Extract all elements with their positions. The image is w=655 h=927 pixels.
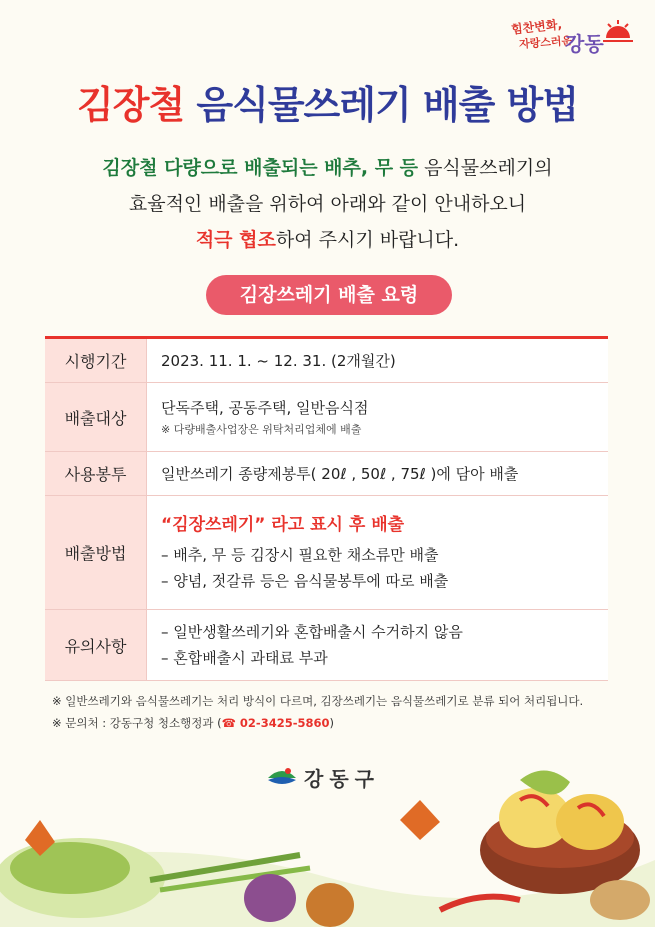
slogan-logo: [493, 14, 633, 54]
district-name: 강동구: [304, 767, 380, 791]
intro-line2: 효율적인 배출을 위하여 아래와 같이 안내하오니: [128, 193, 527, 215]
slogan-line1: 힘찬변화,: [510, 17, 563, 37]
intro-text: [0, 150, 655, 258]
contact-suffix: ): [329, 716, 334, 730]
contact-phone: ☎ 02-3425-5860: [221, 716, 330, 730]
intro-line1-rest: 음식물쓰레기의: [418, 157, 553, 179]
row-value: [147, 496, 608, 609]
table-row: [45, 383, 608, 452]
row-label: 시행기간: [45, 339, 147, 382]
info-table: [45, 336, 608, 681]
value-line: – 배추, 무 등 김장시 필요한 채소류만 배출: [161, 545, 439, 564]
table-row: [45, 452, 608, 496]
row-value: [147, 452, 608, 495]
footnote-contact: [52, 712, 583, 734]
row-value: [147, 339, 608, 382]
section-title: 김장쓰레기 배출 요령: [206, 275, 452, 315]
value-note: ※ 다량배출사업장은 위탁처리업체에 배출: [161, 423, 362, 436]
sun-icon: [603, 18, 633, 44]
row-value: [147, 610, 608, 680]
table-row: [45, 610, 608, 681]
value-line: – 혼합배출시 과태료 부과: [161, 649, 328, 667]
intro-line1: [0, 150, 655, 186]
value-line: 단독주택, 공동주택, 일반음식점: [161, 399, 369, 417]
page-title: [0, 74, 655, 129]
row-label: 유의사항: [45, 610, 147, 680]
value-line: – 일반생활쓰레기와 혼합배출시 수거하지 않음: [161, 623, 463, 641]
slogan-brand: 강동: [565, 32, 604, 56]
intro-emphasis: 김장철 다량으로 배출되는 배추, 무 등: [102, 157, 419, 179]
value-line: 일반쓰레기 종량제봉투( 20ℓ , 50ℓ , 75ℓ )에 담아 배출: [161, 464, 519, 483]
district-logo: [266, 762, 406, 790]
table-row: [45, 339, 608, 383]
table-row: [45, 496, 608, 610]
value-highlight: “김장쓰레기” 라고 표시 후 배출: [161, 514, 405, 535]
row-label: 배출대상: [45, 383, 147, 451]
footnotes: [52, 690, 583, 734]
intro-line3-rest: 하여 주시기 바랍니다.: [275, 229, 460, 251]
row-label: 배출방법: [45, 496, 147, 609]
title-part2: 음식물쓰레기 배출 방법: [196, 83, 578, 127]
row-value: [147, 383, 608, 451]
intro-line3: [0, 222, 655, 258]
footnote-processing: ※ 일반쓰레기와 음식물쓰레기는 처리 방식이 다르며, 김장쓰레기는 음식물쓰레기로 분류 되어 처리됩니다.: [52, 694, 584, 708]
row-label: 사용봉투: [45, 452, 147, 495]
value-line: – 양념, 젓갈류 등은 음식물봉투에 따로 배출: [161, 571, 449, 590]
value-line: 2023. 11. 1. ~ 12. 31. (2개월간): [161, 351, 396, 370]
district-emblem-icon: [266, 764, 298, 788]
title-part1: 김장철: [77, 83, 185, 127]
contact-prefix: ※ 문의처 : 강동구청 청소행정과 (: [52, 716, 222, 730]
slogan-line2: 자랑스러운: [518, 34, 573, 51]
intro-request: 적극 협조: [195, 229, 276, 251]
